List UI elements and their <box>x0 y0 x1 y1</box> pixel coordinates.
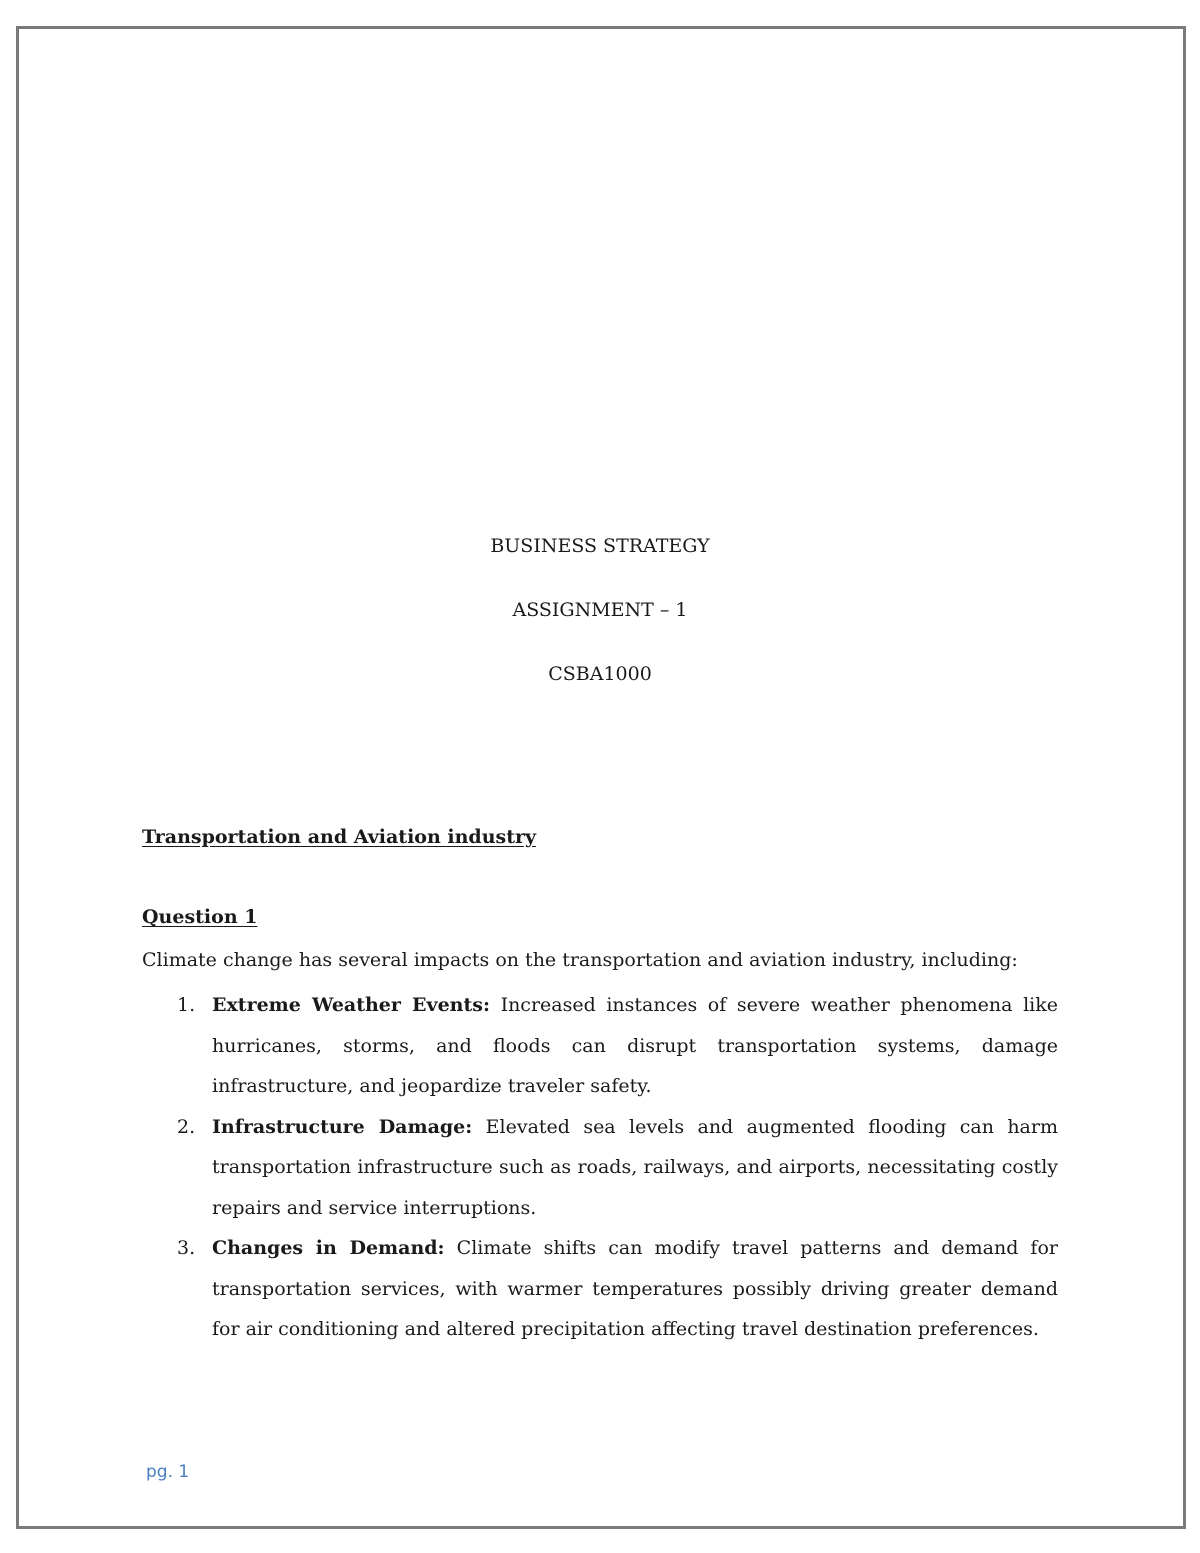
list-number: 2. <box>177 1115 196 1138</box>
list-number: 3. <box>177 1237 196 1259</box>
list-item <box>142 1107 1058 1229</box>
list-number: 1. <box>177 994 196 1016</box>
page-number: pg. 1 <box>146 1462 190 1482</box>
section-heading: Transportation and Aviation industry <box>142 826 537 848</box>
list-text: Increased instances of severe weather phenomena like hurricanes, storms, and floods can disrupt transportation systems, damage infrastructure, and jeopardize traveler safety. <box>212 994 1058 1097</box>
document-title: BUSINESS STRATEGY <box>490 535 710 557</box>
list-text: Climate shifts can modify travel patterns and demand for transportation services, with warmer temperatures possibly driving greater demand for air conditioning and altered precipitation affecting travel destination preferences. <box>212 1237 1058 1340</box>
list-term: Extreme Weather Events: <box>212 994 490 1016</box>
list-item <box>142 1228 1058 1350</box>
list-text: Elevated sea levels and augmented flooding can harm transportation infrastructure such as roads, railways, and airports, necessitating costly repairs and service interruptions. <box>212 1115 1058 1219</box>
assignment-number: ASSIGNMENT – 1 <box>512 599 688 621</box>
list-term: Infrastructure Damage: <box>212 1115 473 1138</box>
intro-paragraph: Climate change has several impacts on the transportation and aviation industry, including: <box>142 949 1018 971</box>
question-heading: Question 1 <box>142 906 258 928</box>
list-item <box>142 985 1058 1107</box>
impacts-list <box>142 985 1058 1350</box>
course-code: CSBA1000 <box>548 663 652 685</box>
list-term: Changes in Demand: <box>212 1237 445 1259</box>
